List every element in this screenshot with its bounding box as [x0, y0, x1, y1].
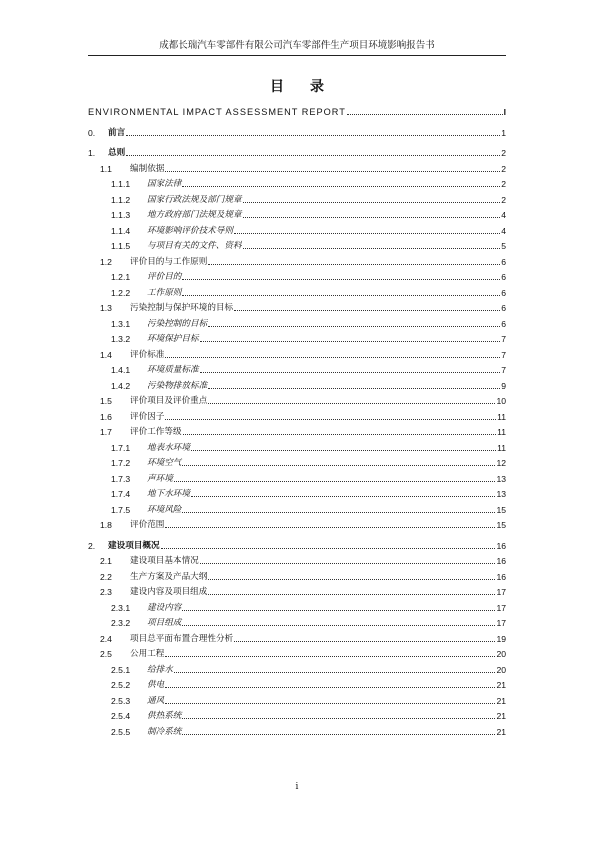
- toc-entry-page: 7: [501, 334, 506, 344]
- toc-entry-page: 11: [497, 427, 506, 437]
- toc-dot-leader: [208, 388, 500, 389]
- toc-dot-leader: [183, 434, 497, 435]
- toc-dot-leader: [165, 357, 500, 358]
- toc-entry[interactable]: [88, 517, 506, 531]
- toc-entry-title: 项目组成: [147, 618, 182, 628]
- toc-entry-title: 评价项目及评价重点: [130, 396, 208, 406]
- toc-entry-number: 1.3.2: [111, 334, 131, 344]
- toc-entry[interactable]: [88, 502, 506, 516]
- toc-entry-page: 2: [501, 194, 506, 205]
- toc-entry-title: 建设项目基本情况: [130, 556, 199, 566]
- toc-entry[interactable]: [88, 223, 506, 237]
- toc-entry-page: 4: [501, 225, 506, 236]
- toc-entry-number: 2.2: [100, 571, 112, 582]
- toc-entry-title: 污染控制的目标: [147, 318, 208, 329]
- toc-entry[interactable]: [88, 424, 506, 438]
- toc-entry[interactable]: [88, 662, 506, 676]
- toc-entry-page: 6: [501, 318, 506, 329]
- toc-entry[interactable]: [88, 486, 506, 500]
- toc-entry[interactable]: [88, 104, 506, 118]
- toc-entry-title: 编制依据: [130, 163, 165, 174]
- toc-entry-title: 评价工作等级: [130, 427, 182, 437]
- toc-entry[interactable]: [88, 125, 506, 139]
- toc-entry-number: 2.: [88, 540, 96, 551]
- toc-entry-number: 2.5.2: [111, 680, 131, 690]
- toc-entry-number: 1.7.5: [111, 504, 131, 515]
- toc-entry-title: ENVIRONMENTAL IMPACT ASSESSMENT REPORT: [88, 107, 346, 117]
- toc-entry-page: 7: [501, 349, 506, 360]
- toc-entry[interactable]: [88, 300, 506, 314]
- toc-entry-title: 与项目有关的文件、资料: [147, 241, 242, 251]
- toc-dot-leader: [182, 610, 495, 611]
- toc-entry[interactable]: [88, 569, 506, 583]
- page-title: 目录: [270, 79, 350, 95]
- toc-entry-title: 地下水环境: [147, 489, 190, 499]
- toc-entry[interactable]: [88, 192, 506, 206]
- toc-entry[interactable]: [88, 161, 506, 175]
- toc-entry-title: 评价因子: [130, 411, 165, 422]
- toc-entry-number: 2.1: [100, 556, 112, 566]
- toc-entry-title: 制冷系统: [147, 726, 182, 737]
- toc-entry[interactable]: [88, 646, 506, 660]
- toc-entry-number: 1.7.1: [111, 442, 131, 453]
- toc-dot-leader: [182, 512, 495, 513]
- toc-entry-title: 国家行政法规及部门规章: [147, 194, 242, 205]
- toc-entry-page: 16: [496, 540, 506, 551]
- toc-entry-page: 10: [496, 396, 506, 406]
- toc-entry[interactable]: [88, 584, 506, 598]
- toc-entry-page: 13: [496, 473, 506, 484]
- toc-entry-number: 2.3.2: [111, 618, 131, 628]
- toc-entry-number: 1.3.1: [111, 318, 131, 329]
- toc-entry-page: 21: [496, 695, 506, 706]
- toc-dot-leader: [234, 310, 500, 311]
- toc-entry-page: 21: [496, 680, 506, 690]
- toc-entry-number: 1.2.1: [111, 272, 131, 282]
- toc-dot-leader: [182, 186, 500, 187]
- toc-entry[interactable]: [88, 176, 506, 190]
- toc-entry-page: 2: [501, 163, 506, 174]
- toc-entry-page: 13: [496, 489, 506, 499]
- toc-entry[interactable]: [88, 362, 506, 376]
- toc-dot-leader: [200, 341, 501, 342]
- toc-entry-title: 供电: [147, 680, 165, 690]
- toc-entry-page: 1: [501, 127, 506, 138]
- toc-dot-leader: [174, 481, 496, 482]
- running-header: 成都长瑞汽车零部件有限公司汽车零部件生产项目环境影响报告书: [159, 40, 435, 51]
- toc-dot-leader: [243, 217, 501, 218]
- toc-entry-page: 17: [496, 587, 506, 597]
- toc-entry-title: 评价目的: [147, 272, 182, 282]
- toc-entry-title: 总则: [108, 148, 126, 158]
- toc-entry-number: 1.: [88, 148, 96, 158]
- toc-entry-page: I: [503, 107, 506, 117]
- toc-entry-number: 1.8: [100, 520, 112, 530]
- toc-entry-number: 1.5: [100, 396, 112, 406]
- toc-entry-number: 1.7.3: [111, 473, 131, 484]
- toc-dot-leader: [191, 496, 495, 497]
- toc-dot-leader: [347, 114, 503, 115]
- toc-entry-title: 通风: [147, 695, 165, 706]
- toc-entry-title: 工作原则: [147, 287, 182, 298]
- toc-entry-number: 1.4.1: [111, 365, 131, 375]
- toc-entry-number: 1.1.3: [111, 210, 131, 220]
- toc-dot-leader: [165, 656, 495, 657]
- toc-entry-number: 1.1.1: [111, 179, 131, 189]
- toc-entry-page: 17: [496, 618, 506, 628]
- toc-entry[interactable]: [88, 409, 506, 423]
- toc-entry[interactable]: [88, 631, 506, 645]
- toc-entry[interactable]: [88, 538, 506, 552]
- toc-entry-title: 地方政府部门法规及规章: [147, 210, 242, 220]
- toc-dot-leader: [243, 202, 501, 203]
- toc-entry-title: 评价范围: [130, 520, 165, 530]
- toc-entry-number: 1.3: [100, 303, 112, 313]
- toc-entry-title: 环境影响评价技术导则: [147, 225, 233, 236]
- toc-entry-title: 污染控制与保护环境的目标: [130, 303, 234, 313]
- toc-entry-page: 4: [501, 210, 506, 220]
- toc-entry-page: 6: [501, 272, 506, 282]
- toc-entry-page: 5: [501, 241, 506, 251]
- toc-entry[interactable]: [88, 269, 506, 283]
- toc-dot-leader: [200, 563, 496, 564]
- toc-entry-title: 建设项目概况: [108, 540, 160, 551]
- toc-entry-title: 评价标准: [130, 349, 165, 360]
- toc-entry-number: 1.1.5: [111, 241, 131, 251]
- toc-entry[interactable]: [88, 677, 506, 691]
- toc-entry-number: 1.7.4: [111, 489, 131, 499]
- toc-entry-number: 1.2.2: [111, 287, 131, 298]
- toc-entry-title: 环境风险: [147, 504, 182, 515]
- toc-dot-leader: [208, 403, 495, 404]
- toc-entry[interactable]: [88, 693, 506, 707]
- toc-entry-page: 19: [496, 633, 506, 644]
- toc-entry-title: 建设内容及项目组成: [130, 587, 208, 597]
- toc-entry-title: 环境质量标准: [147, 365, 199, 375]
- toc-dot-leader: [182, 279, 500, 280]
- toc-entry-page: 20: [496, 664, 506, 675]
- toc-entry-page: 21: [496, 711, 506, 721]
- toc-entry-title: 评价目的与工作原则: [130, 256, 208, 267]
- header-rule: [88, 55, 506, 56]
- toc-dot-leader: [208, 579, 495, 580]
- toc-entry[interactable]: [88, 440, 506, 454]
- toc-entry[interactable]: [88, 455, 506, 469]
- toc-entry[interactable]: [88, 378, 506, 392]
- toc-entry-number: 1.4: [100, 349, 112, 360]
- toc-dot-leader: [182, 295, 500, 296]
- toc-dot-leader: [234, 233, 500, 234]
- toc-entry-number: 2.3.1: [111, 602, 131, 613]
- toc-dot-leader: [208, 326, 500, 327]
- toc-entry[interactable]: [88, 393, 506, 407]
- toc-entry[interactable]: [88, 347, 506, 361]
- toc-dot-leader: [182, 734, 495, 735]
- toc-entry[interactable]: [88, 145, 506, 159]
- toc-entry-title: 公用工程: [130, 649, 165, 659]
- toc-dot-leader: [165, 171, 500, 172]
- toc-entry-page: 21: [496, 726, 506, 737]
- toc-entry-title: 项目总平面布置合理性分析: [130, 633, 234, 644]
- toc-entry-title: 环境空气: [147, 458, 182, 468]
- toc-entry-number: 1.4.2: [111, 380, 131, 391]
- toc-entry-page: 2: [501, 148, 506, 158]
- toc-entry-page: 16: [496, 571, 506, 582]
- toc-dot-leader: [165, 687, 495, 688]
- toc-entry-number: 1.1.2: [111, 194, 131, 205]
- toc-entry-number: 2.4: [100, 633, 112, 644]
- toc-entry[interactable]: [88, 600, 506, 614]
- toc-dot-leader: [165, 703, 495, 704]
- toc-entry-title: 给排水: [147, 664, 173, 675]
- toc-entry-number: 2.3: [100, 587, 112, 597]
- toc-entry-title: 地表水环境: [147, 442, 190, 453]
- toc-entry[interactable]: [88, 285, 506, 299]
- toc-entry-page: 7: [501, 365, 506, 375]
- toc-entry-page: 17: [496, 602, 506, 613]
- toc-entry[interactable]: [88, 553, 506, 567]
- toc-dot-leader: [200, 372, 501, 373]
- toc-entry-page: 20: [496, 649, 506, 659]
- toc-entry-number: 2.5.3: [111, 695, 131, 706]
- toc-entry[interactable]: [88, 207, 506, 221]
- toc-entry-title: 供热系统: [147, 711, 182, 721]
- toc-dot-leader: [126, 135, 500, 136]
- toc-entry-page: 9: [501, 380, 506, 391]
- toc-entry-page: 12: [496, 458, 506, 468]
- toc-entry[interactable]: [88, 471, 506, 485]
- toc-dot-leader: [182, 625, 495, 626]
- toc-entry-title: 生产方案及产品大纲: [130, 571, 208, 582]
- toc-dot-leader: [234, 641, 495, 642]
- toc-entry-page: 2: [501, 179, 506, 189]
- toc-entry-number: 1.7: [100, 427, 112, 437]
- toc-entry[interactable]: [88, 615, 506, 629]
- toc-entry-title: 环境保护目标: [147, 334, 199, 344]
- toc-dot-leader: [191, 450, 496, 451]
- toc-entry[interactable]: [88, 724, 506, 738]
- toc-dot-leader: [161, 548, 496, 549]
- toc-entry[interactable]: [88, 331, 506, 345]
- toc-dot-leader: [243, 248, 501, 249]
- toc-entry-page: 11: [497, 411, 506, 422]
- toc-entry-page: 15: [496, 504, 506, 515]
- toc-entry-number: 1.7.2: [111, 458, 131, 468]
- toc-dot-leader: [126, 155, 500, 156]
- toc-entry-number: 2.5.4: [111, 711, 131, 721]
- toc-entry-page: 6: [501, 287, 506, 298]
- toc-entry-number: 1.6: [100, 411, 112, 422]
- toc-entry[interactable]: [88, 708, 506, 722]
- toc-dot-leader: [182, 718, 495, 719]
- toc-dot-leader: [208, 264, 500, 265]
- toc-entry-page: 15: [496, 520, 506, 530]
- toc-entry-title: 污染物排放标准: [147, 380, 208, 391]
- toc-entry-number: 2.5.1: [111, 664, 131, 675]
- toc-entry-title: 前言: [108, 127, 126, 138]
- toc-entry-title: 建设内容: [147, 602, 182, 613]
- page-number: i: [295, 782, 299, 792]
- toc-entry-title: 国家法律: [147, 179, 182, 189]
- toc-entry-page: 6: [501, 256, 506, 267]
- toc-entry[interactable]: [88, 238, 506, 252]
- toc-entry-page: 16: [496, 556, 506, 566]
- toc-entry[interactable]: [88, 254, 506, 268]
- toc-dot-leader: [174, 672, 496, 673]
- toc-entry-title: 声环境: [147, 473, 173, 484]
- toc-entry[interactable]: [88, 316, 506, 330]
- toc-entry-page: 11: [497, 442, 506, 453]
- toc-entry-number: 1.1: [100, 163, 112, 174]
- toc-entry-number: 1.1.4: [111, 225, 131, 236]
- toc-entry-number: 0.: [88, 127, 96, 138]
- toc-entry-number: 1.2: [100, 256, 112, 267]
- toc-dot-leader: [208, 594, 495, 595]
- toc-dot-leader: [182, 465, 495, 466]
- toc-entry-number: 2.5.5: [111, 726, 131, 737]
- toc-entry-page: 6: [501, 303, 506, 313]
- toc-entry-number: 2.5: [100, 649, 112, 659]
- toc-dot-leader: [165, 419, 496, 420]
- toc-dot-leader: [165, 527, 495, 528]
